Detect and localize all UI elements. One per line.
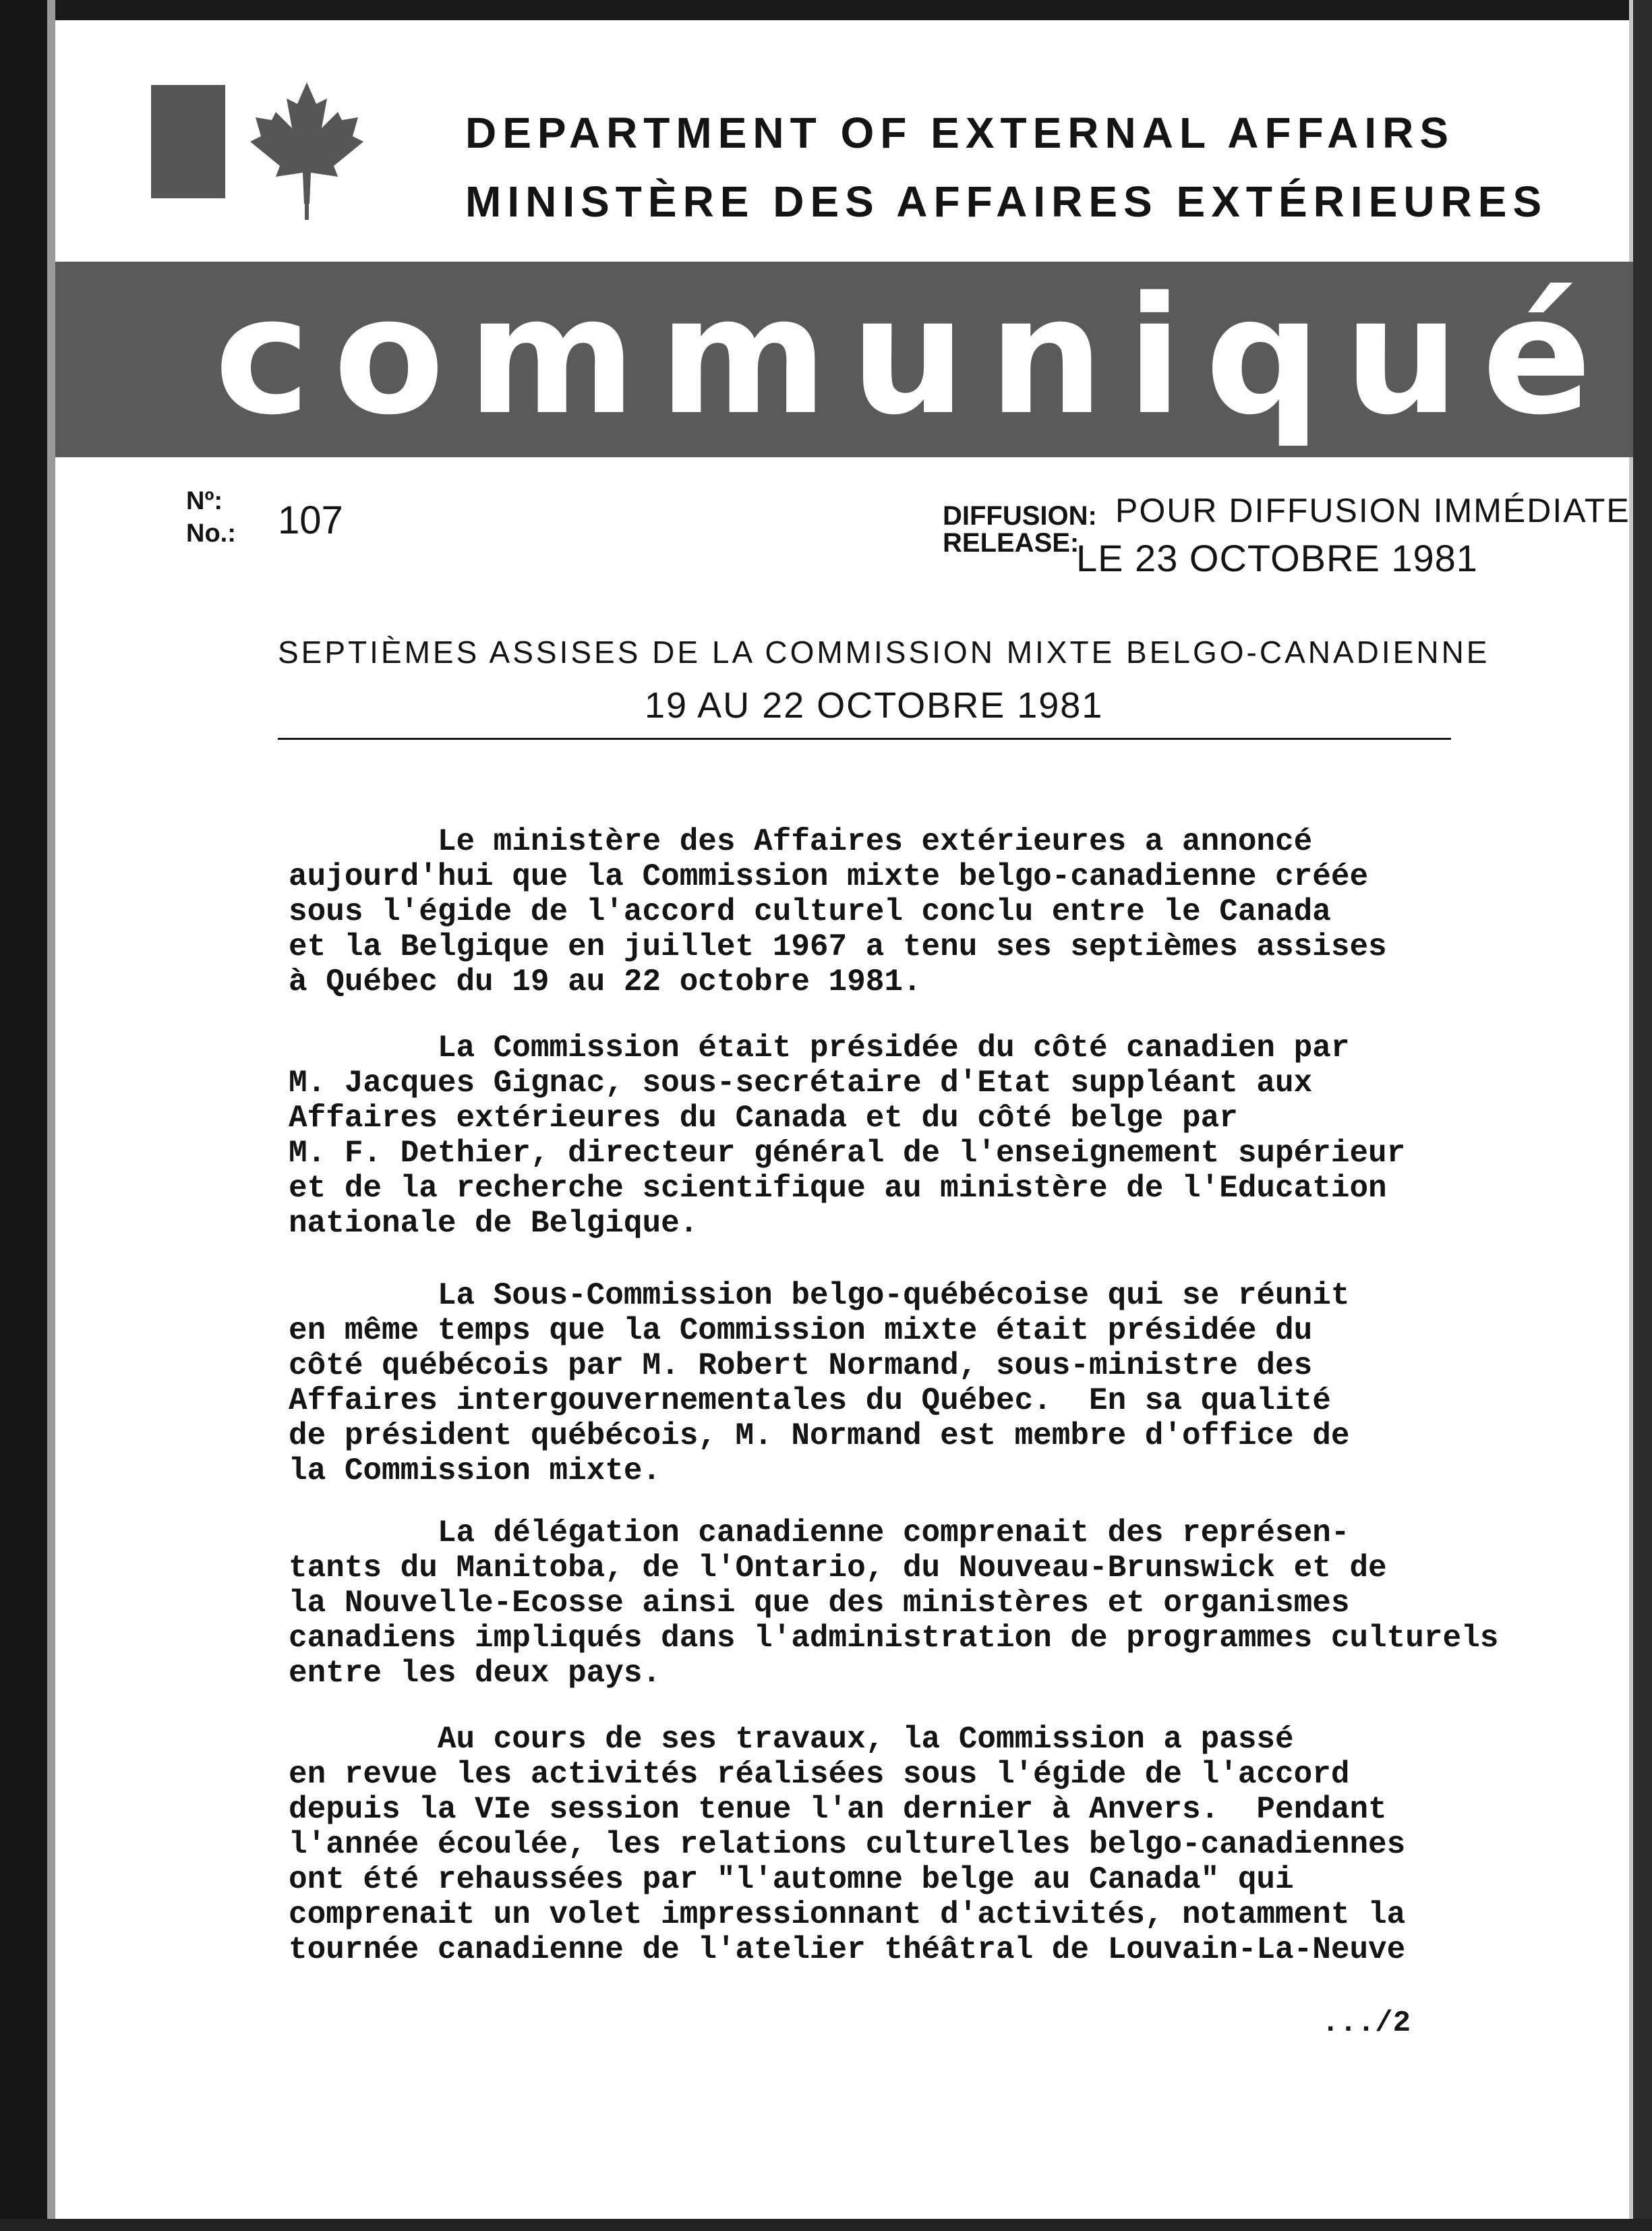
department-name-fr: MINISTÈRE DES AFFAIRES EXTÉRIEURES — [465, 177, 1548, 226]
scan-edge-bottom — [0, 2219, 1652, 2231]
release-date: LE 23 OCTOBRE 1981 — [1076, 537, 1478, 579]
paragraph-presidency: La Commission était présidée du côté canadien par M. Jacques Gignac, sous-secrétaire d'Etat suppléant aux Affaires extérieures du Canada et du côté belge par M. F. Dethier, directeur général de l'enseignement supérieur et de la recherche scientifique au ministère de l'Education nationale de Belgique. — [289, 1031, 1406, 1241]
department-name-en: DEPARTMENT OF EXTERNAL AFFAIRS — [465, 109, 1455, 157]
page-continuation: .../2 — [1322, 2006, 1411, 2040]
communique-title: communiqué — [214, 262, 1615, 451]
paragraph-announcement: Le ministère des Affaires extérieures a annoncé aujourd'hui que la Commission mixte belgo-canadienne créée sous l'égide de l'accord culturel conclu entre le Canada et la Belgique en juillet 1967 a tenu ses septièmes assises à Québec du 19 au 22 octobre 1981. — [289, 824, 1387, 999]
number-label-fr: Nº: — [186, 487, 223, 515]
diffusion-label: DIFFUSION: — [943, 501, 1097, 531]
scan-edge-left-inner — [47, 0, 55, 2231]
scan-edge-right — [1633, 0, 1652, 2231]
scan-edge-left — [0, 0, 47, 2231]
flag-bar — [151, 85, 225, 198]
headline-underline — [278, 738, 1451, 740]
scan-edge-top — [0, 0, 1652, 20]
maple-leaf-icon — [239, 80, 374, 221]
paragraph-activities: Au cours de ses travaux, la Commission a passé en revue les activités réalisées sous l'égide de l'accord depuis la VIe session tenue l'an dernier à Anvers. Pendant l'année écoulée, les relations culturelles belgo-canadiennes ont été rehaussées par "l'automne belge au Canada" qui comprenait un volet impressionnant d'activités, notamment la tournée canadienne de l'atelier théâtral de Louvain-La-Neuve — [289, 1722, 1406, 1967]
communique-number: 107 — [278, 498, 343, 542]
paragraph-subcommission: La Sous-Commission belgo-québécoise qui se réunit en même temps que la Commission mixte était présidée du côté québécois par M. Robert Normand, sous-ministre des Affaires intergouvernementales du Québec. En sa qualité de président québécois, M. Normand est membre d'office de la Commission mixte. — [289, 1278, 1350, 1488]
diffusion-value: POUR DIFFUSION IMMÉDIATE — [1115, 492, 1630, 529]
headline-dates: 19 AU 22 OCTOBRE 1981 — [645, 685, 1104, 726]
release-label: RELEASE: — [943, 528, 1080, 558]
number-label-en: No.: — [186, 519, 236, 548]
paragraph-delegation: La délégation canadienne comprenait des représen- tants du Manitoba, de l'Ontario, du Nouveau-Brunswick et de la Nouvelle-Ecosse ainsi que des ministères et organismes canadiens impliqués dans l'administration de programmes culturels entre les deux pays. — [289, 1515, 1499, 1691]
headline: SEPTIÈMES ASSISES DE LA COMMISSION MIXTE BELGO-CANADIENNE — [278, 635, 1490, 670]
